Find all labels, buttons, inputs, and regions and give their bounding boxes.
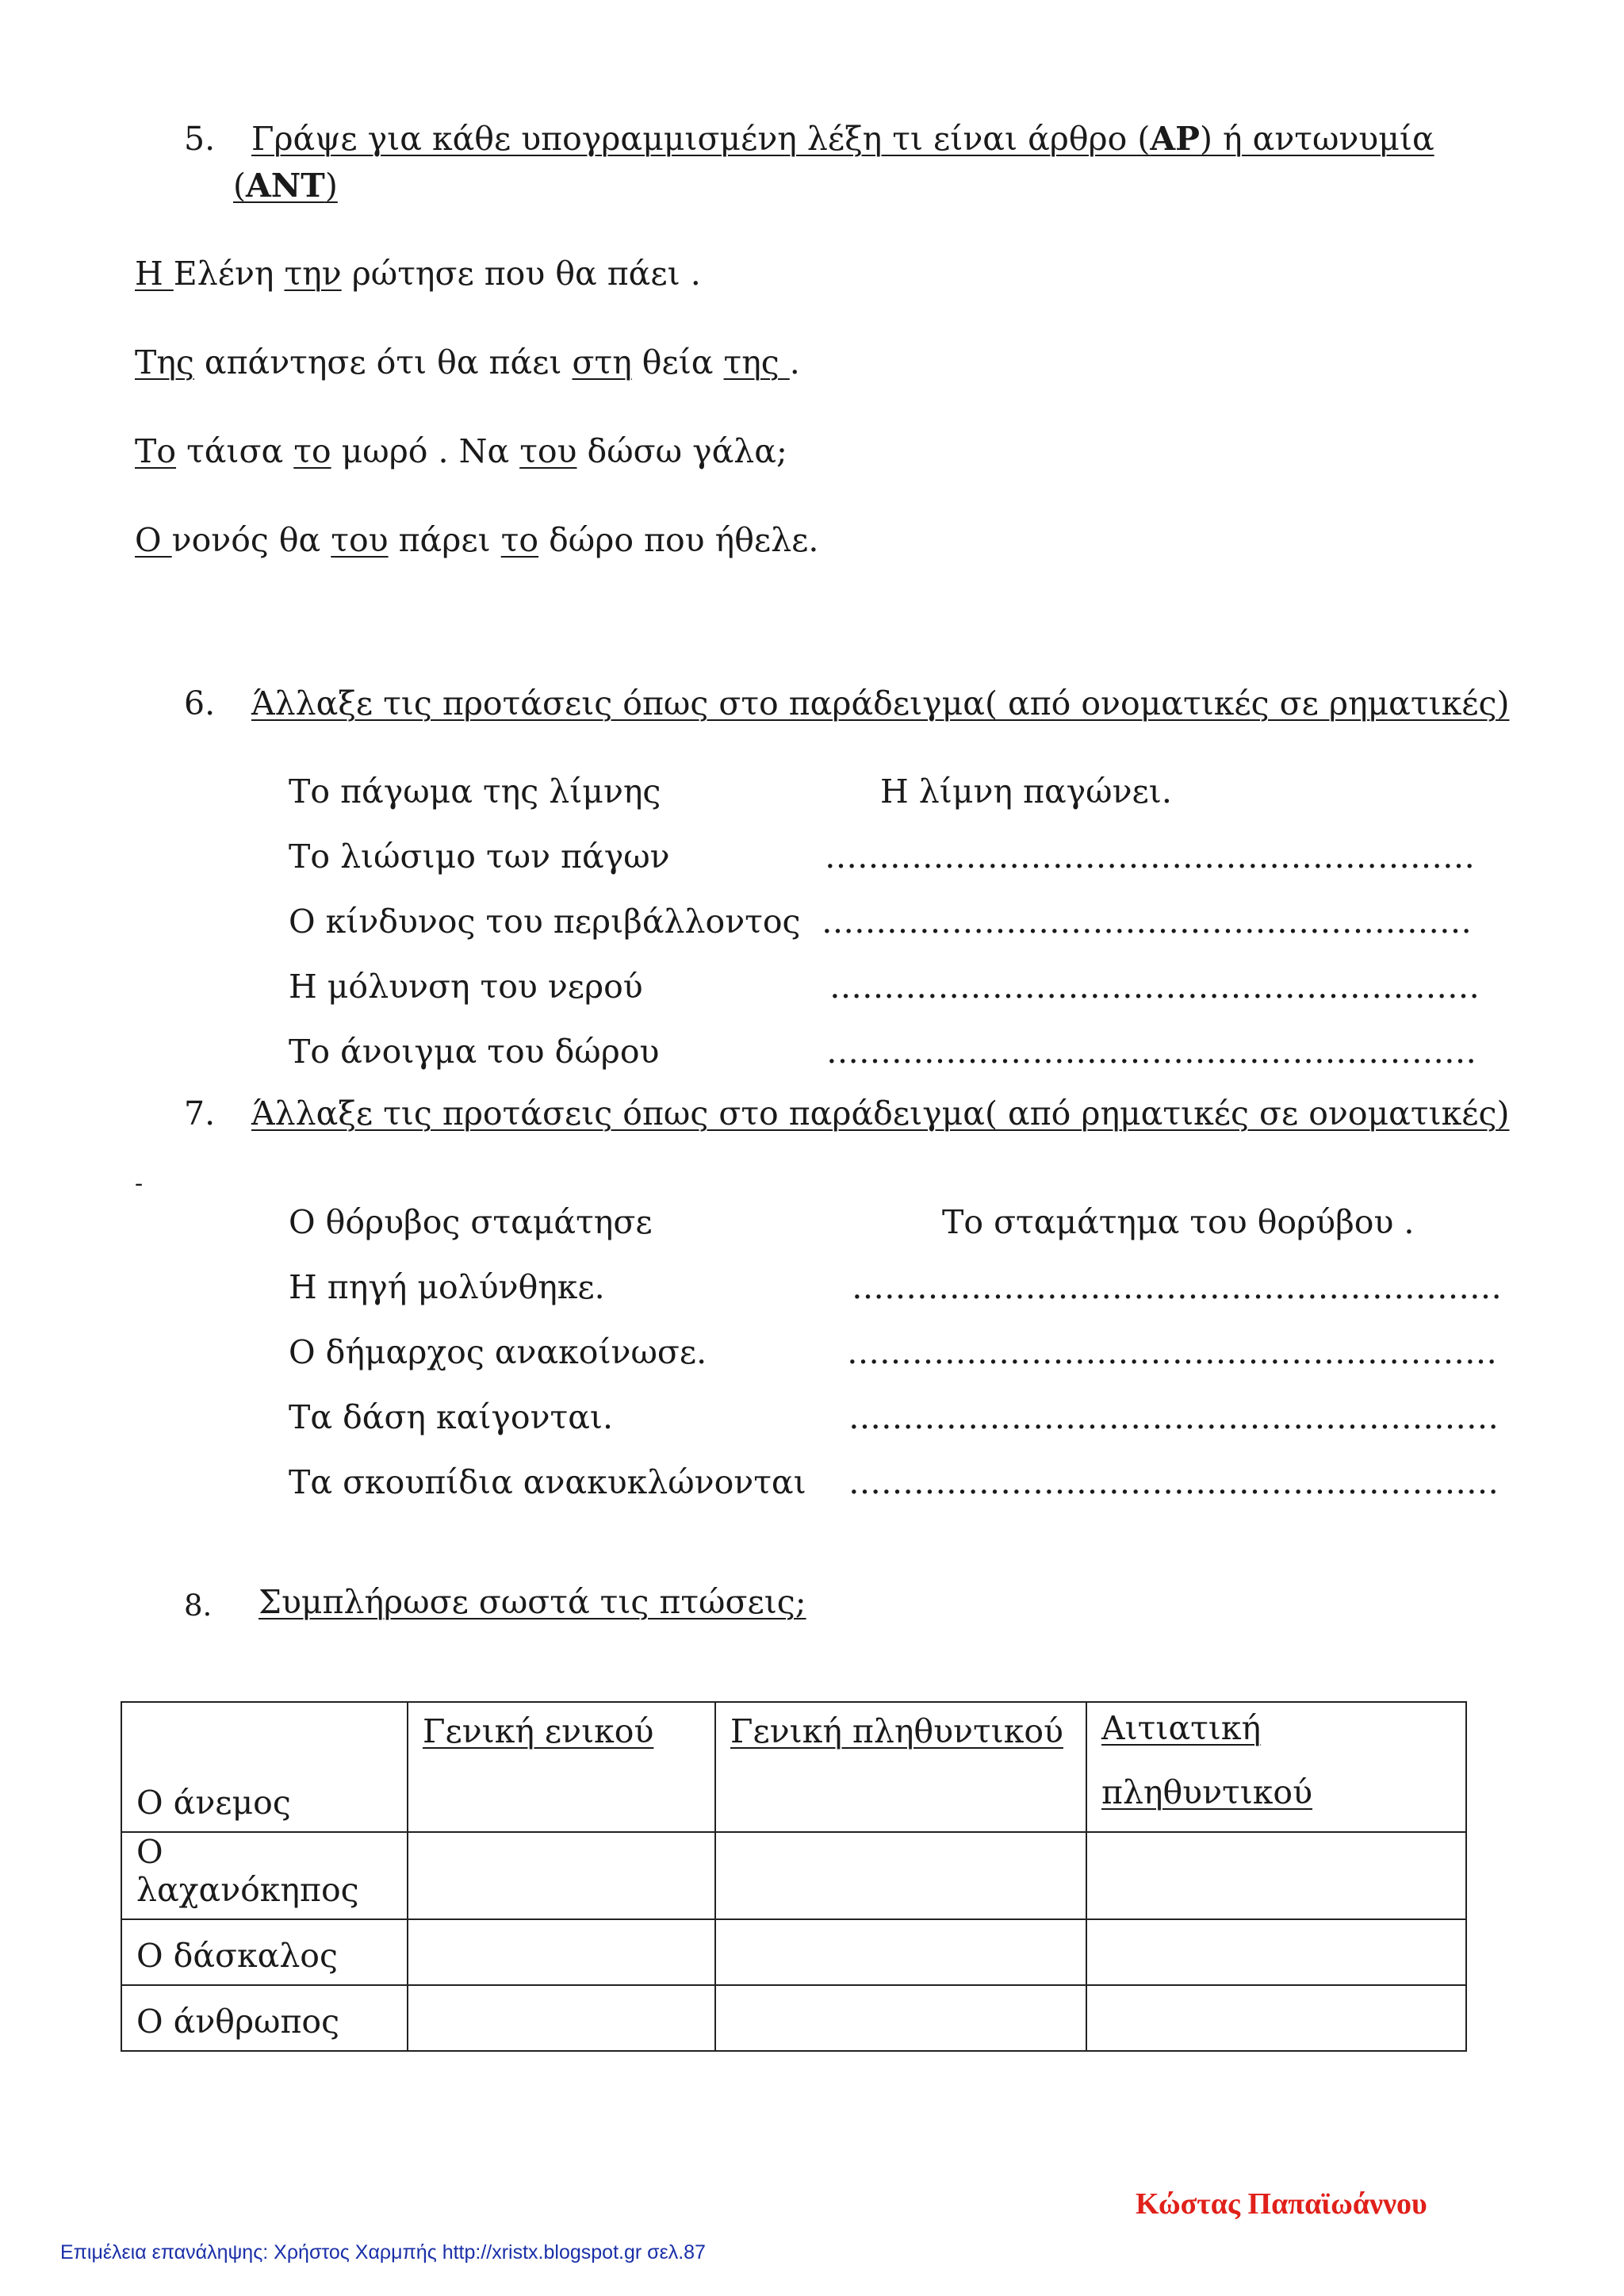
q7-blank: …………………………………………………… [848, 1398, 1499, 1436]
answer-cell[interactable] [715, 1919, 1086, 1985]
q7-blank: …………………………………………………… [847, 1333, 1497, 1371]
answer-cell[interactable] [1086, 1832, 1466, 1919]
underlined-word: του [331, 521, 389, 559]
author-signature: Κώστας Παπαϊωάννου [1136, 2187, 1427, 2221]
q5-ant-close: ) [324, 167, 338, 205]
q5-ant-label: ΑΝΤ [246, 167, 325, 205]
q6-item: Ο κίνδυνος του περιβάλλοντος [289, 903, 801, 941]
q5-instruction [251, 120, 1434, 158]
answer-cell[interactable] [1086, 1985, 1466, 2051]
q6-item: Το λιώσιμο των πάγων [289, 838, 670, 876]
q5-sentence-1 [135, 255, 701, 293]
q6-example-right: Η λίμνη παγώνει. [880, 772, 1172, 811]
q7-item: Τα σκουπίδια ανακυκλώνονται [289, 1463, 806, 1501]
page-footer: Επιμέλεια επανάληψης: Χρήστος Χαρμπής http://xristx.blogspot.gr σελ.87 [60, 2241, 706, 2263]
q7-instruction: Άλλαξε τις προτάσεις όπως στο παράδειγμα( από ρηματικές σε ονοματικές) [251, 1094, 1510, 1133]
q5-ant-open: ( [233, 167, 246, 205]
noun-label: Ο άνθρωπος [136, 2003, 340, 2041]
sentence-text: δώρο που ήθελε. [538, 521, 819, 559]
sentence-text: θεία [631, 343, 724, 381]
table-row-label [121, 1919, 408, 1985]
sentence-text: μωρό . Να [331, 432, 520, 470]
sentence-text: . [789, 343, 800, 381]
header-genitive-singular: Γενική ενικού [423, 1712, 654, 1750]
answer-cell[interactable] [408, 1919, 715, 1985]
underlined-word: το [293, 432, 331, 470]
header-accusative-line2: πληθυντικού [1101, 1773, 1313, 1811]
answer-cell[interactable] [408, 1832, 715, 1919]
table-header-cell [408, 1702, 715, 1832]
table-header-cell [715, 1702, 1086, 1832]
q7-item: Τα δάση καίγονται. [289, 1398, 613, 1436]
q8-number: 8. [184, 1589, 213, 1623]
sentence-text: Ελένη [173, 255, 285, 293]
underlined-word: Ο [135, 521, 172, 559]
header-genitive-plural: Γενική πληθυντικού [730, 1712, 1063, 1750]
q5-ar-label: ΑΡ [1150, 120, 1201, 158]
q6-instruction: Άλλαξε τις προτάσεις όπως στο παράδειγμα( από ονοματικές σε ρηματικές) [251, 684, 1510, 723]
sentence-text: πάρει [388, 521, 501, 559]
sentence-text: δώσω γάλα; [576, 432, 787, 470]
table-header-row [121, 1702, 1466, 1832]
underlined-word: της [723, 343, 790, 381]
q7-item: Ο δήμαρχος ανακοίνωσε. [289, 1333, 707, 1371]
underlined-word: Το [135, 432, 177, 470]
q7-example-left: Ο θόρυβος σταμάτησε [289, 1203, 653, 1241]
q5-instruction-mid: ) ή αντωνυμία [1200, 120, 1434, 158]
table-row [121, 1832, 1466, 1919]
table-row-label [121, 1832, 408, 1919]
q6-blank: …………………………………………………… [829, 968, 1480, 1006]
underlined-word: την [284, 255, 342, 293]
q6-number: 6. [184, 684, 216, 723]
q7-blank: …………………………………………………… [852, 1268, 1502, 1306]
answer-cell[interactable] [408, 1985, 715, 2051]
underlined-word: Η [135, 255, 174, 293]
q6-blank: …………………………………………………… [825, 838, 1475, 876]
noun-label: Ο δάσκαλος [136, 1937, 338, 1975]
table-row [121, 1919, 1466, 1985]
table-row-label [121, 1985, 408, 2051]
q6-example-left: Το πάγωμα της λίμνης [289, 772, 661, 811]
q5-ant-line [233, 167, 338, 205]
q5-number: 5. [184, 120, 216, 158]
q6-blank: …………………………………………………… [826, 1033, 1477, 1071]
sentence-text: νονός θα [171, 521, 331, 559]
q5-instruction-start: Γράψε για κάθε υπογραμμισμένη λέξη τι είναι άρθρο ( [251, 120, 1151, 158]
q6-blank: …………………………………………………… [822, 903, 1472, 941]
underlined-word: Της [135, 343, 194, 381]
answer-cell[interactable] [715, 1832, 1086, 1919]
first-noun: Ο άνεμος [136, 1784, 291, 1822]
q5-sentence-3 [135, 432, 787, 470]
q8-instruction: Συμπλήρωσε σωστά τις πτώσεις; [259, 1583, 806, 1621]
underlined-word: του [519, 432, 577, 470]
q7-dash: - [135, 1170, 144, 1198]
q7-number: 7. [184, 1094, 216, 1133]
q7-example-right: Το σταμάτημα του θορύβου . [942, 1203, 1415, 1241]
q6-item: Το άνοιγμα του δώρου [289, 1033, 660, 1071]
underlined-word: το [500, 521, 539, 559]
table-row-label [121, 1702, 408, 1832]
header-accusative: Αιτιατική [1101, 1709, 1262, 1747]
underlined-word: στη [572, 343, 632, 381]
noun-label: Ο λαχανόκηπος [136, 1833, 359, 1909]
sentence-text: τάισα [176, 432, 294, 470]
q7-item: Η πηγή μολύνθηκε. [289, 1268, 605, 1306]
answer-cell[interactable] [1086, 1919, 1466, 1985]
cases-table [121, 1701, 1467, 2052]
q5-sentence-2 [135, 343, 800, 381]
answer-cell[interactable] [715, 1985, 1086, 2051]
sentence-text: απάντησε ότι θα πάει [193, 343, 573, 381]
q6-item: Η μόλυνση του νερού [289, 968, 643, 1006]
table-row [121, 1985, 1466, 2051]
table-header-cell [1086, 1702, 1466, 1832]
q7-blank: …………………………………………………… [848, 1463, 1499, 1501]
q5-sentence-4 [135, 521, 819, 559]
sentence-text: ρώτησε που θα πάει . [341, 255, 701, 293]
